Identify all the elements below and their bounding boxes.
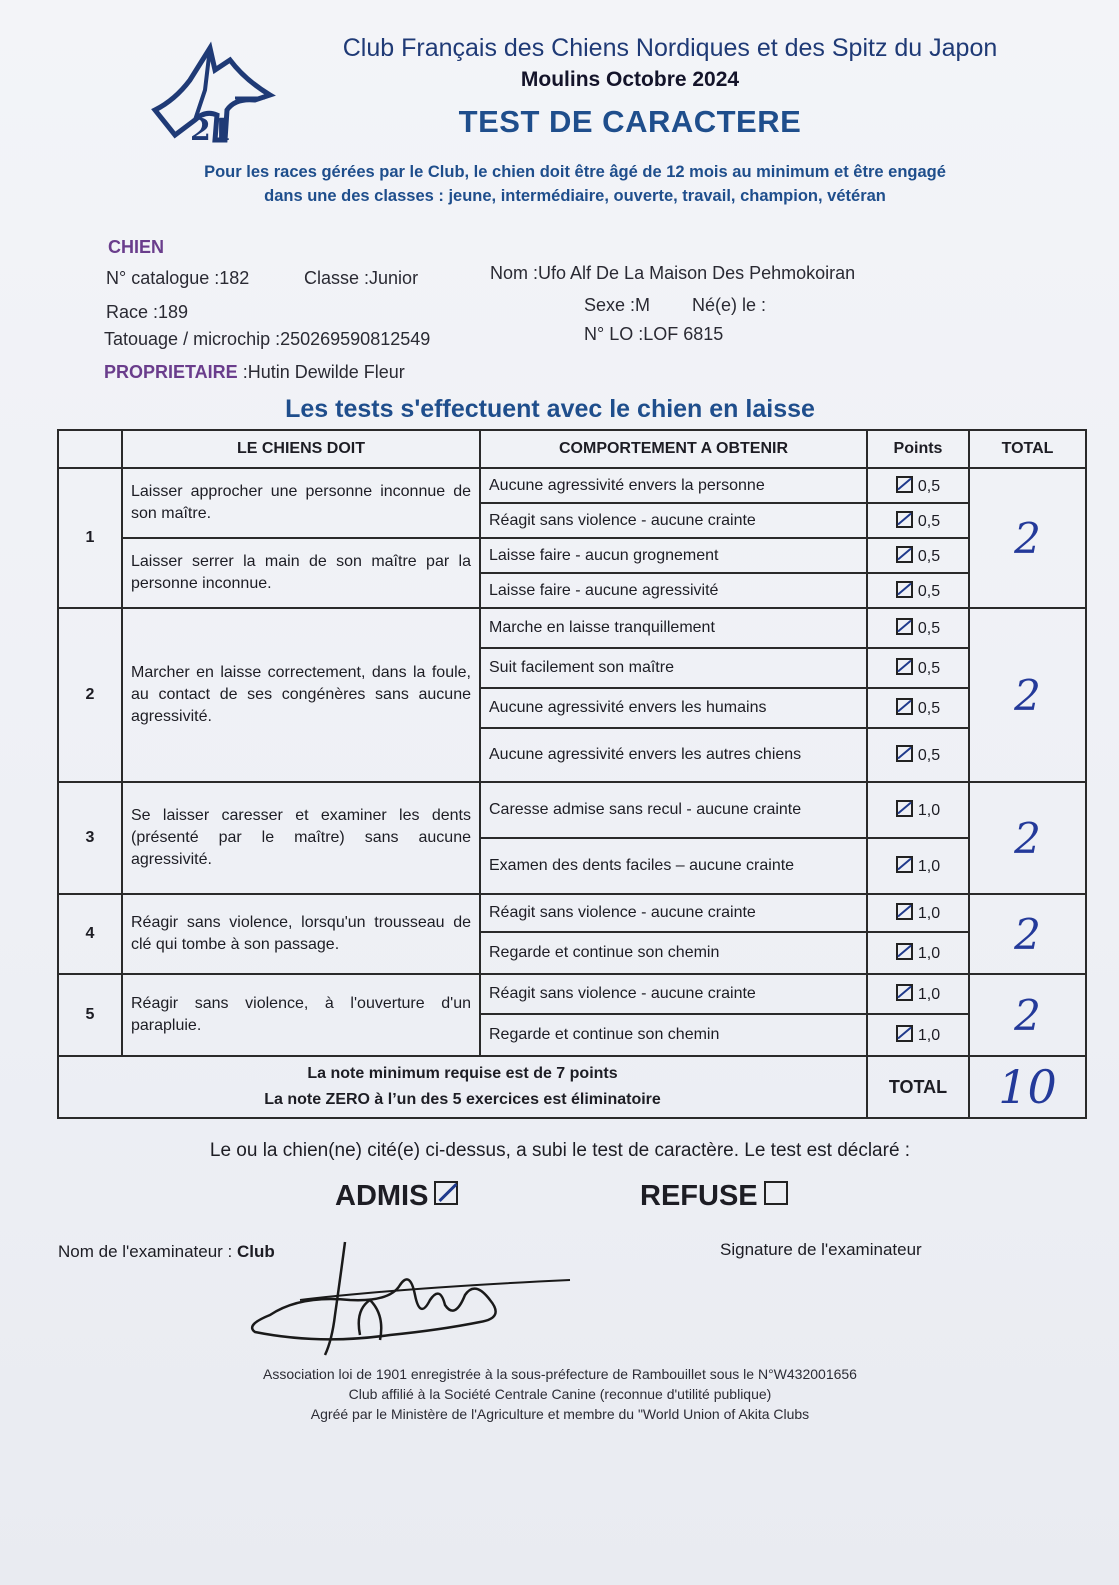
points-value: 1,0 bbox=[917, 858, 941, 875]
points-value: 0,5 bbox=[917, 620, 941, 637]
checkbox-checked-icon bbox=[896, 698, 913, 715]
points-cell bbox=[867, 894, 969, 932]
club-name: Club Français des Chiens Nordiques et des Spitz du Japon bbox=[342, 34, 998, 62]
test-table bbox=[57, 429, 1087, 1119]
exercise-requirement: Laisser approcher une personne inconnue de son maître. bbox=[122, 468, 480, 538]
name-field bbox=[490, 263, 855, 284]
catalogue-label: N° catalogue : bbox=[106, 268, 220, 288]
footer-line-2: Club affilié à la Société Centrale Canine (reconnue d'utilité publique) bbox=[348, 1386, 772, 1402]
exercise-total bbox=[969, 782, 1086, 894]
behavior-cell: Caresse admise sans recul - aucune crainte bbox=[480, 782, 867, 838]
table-footer-row bbox=[58, 1056, 1086, 1118]
exercise-total-value: 2 bbox=[1014, 909, 1041, 959]
refuse-checkbox-icon[interactable] bbox=[764, 1181, 788, 1205]
owner-field bbox=[104, 362, 405, 383]
exercise-total-value: 2 bbox=[1014, 513, 1041, 563]
behavior-cell: Suit facilement son maître bbox=[480, 648, 867, 688]
points-cell bbox=[867, 573, 969, 608]
tattoo-label: Tatouage / microchip : bbox=[104, 329, 281, 349]
behavior-cell: Regarde et continue son chemin bbox=[480, 1014, 867, 1056]
points-value: 0,5 bbox=[917, 700, 941, 717]
exercise-number: 5 bbox=[58, 974, 122, 1056]
exercise-requirement: Réagir sans violence, lorsqu'un trousseau de clé qui tombe à son passage. bbox=[122, 894, 480, 974]
checkbox-checked-icon bbox=[896, 984, 913, 1001]
exercise-number: 1 bbox=[58, 468, 122, 608]
checkbox-checked-icon bbox=[896, 745, 913, 762]
admis-label: ADMIS bbox=[335, 1180, 429, 1212]
checkbox-checked-icon bbox=[896, 800, 913, 817]
table-row bbox=[58, 538, 1086, 573]
table-row bbox=[58, 782, 1086, 838]
race-label: Race : bbox=[106, 302, 159, 322]
grand-total-value: 10 bbox=[998, 1060, 1057, 1114]
name-label: Nom : bbox=[490, 263, 539, 283]
minimum-score-rule: La note minimum requise est de 7 points bbox=[307, 1065, 618, 1082]
catalogue-value: 182 bbox=[219, 268, 250, 288]
tattoo-field bbox=[104, 329, 430, 350]
points-cell bbox=[867, 838, 969, 894]
exercise-total-value: 2 bbox=[1014, 670, 1041, 720]
points-value: 0,5 bbox=[917, 582, 941, 600]
owner-value: :Hutin Dewilde Fleur bbox=[242, 362, 405, 382]
table-row bbox=[58, 974, 1086, 1014]
behavior-cell: Examen des dents faciles – aucune crainte bbox=[480, 838, 867, 894]
exercise-total-value: 2 bbox=[1014, 990, 1041, 1040]
points-value: 1,0 bbox=[917, 802, 941, 819]
checkbox-checked-icon bbox=[896, 581, 913, 598]
examiner-name-label: Nom de l'examinateur : bbox=[58, 1242, 237, 1261]
grand-total bbox=[969, 1056, 1086, 1118]
points-cell bbox=[867, 608, 969, 648]
lo-value: LOF 6815 bbox=[643, 324, 724, 344]
points-cell bbox=[867, 503, 969, 538]
behavior-cell: Réagit sans violence - aucune crainte bbox=[480, 894, 867, 932]
sex-field bbox=[584, 295, 650, 316]
points-cell bbox=[867, 468, 969, 503]
behavior-cell: Réagit sans violence - aucune crainte bbox=[480, 974, 867, 1014]
elimination-rule: La note ZERO à l’un des 5 exercices est éliminatoire bbox=[264, 1091, 661, 1108]
event-name: Moulins Octobre 2024 bbox=[520, 68, 740, 91]
lo-field bbox=[584, 324, 723, 345]
exercise-number: 2 bbox=[58, 608, 122, 782]
class-value: Junior bbox=[369, 268, 419, 288]
checkbox-checked-icon bbox=[896, 943, 913, 960]
race-value: 189 bbox=[158, 302, 189, 322]
checkbox-checked-icon bbox=[896, 476, 913, 493]
behavior-cell: Laisse faire - aucun grognement bbox=[480, 538, 867, 573]
checkbox-checked-icon bbox=[896, 546, 913, 563]
scoring-rules bbox=[58, 1056, 867, 1118]
behavior-cell: Laisse faire - aucune agressivité bbox=[480, 573, 867, 608]
points-cell bbox=[867, 932, 969, 974]
result-declaration: Le ou la chien(ne) cité(e) ci-dessus, a subi le test de caractère. Le test est déclaré : bbox=[209, 1140, 911, 1161]
tattoo-value: 250269590812549 bbox=[280, 329, 431, 349]
behavior-cell: Marche en laisse tranquillement bbox=[480, 608, 867, 648]
exercise-requirement: Marcher en laisse correctement, dans la foule, au contact de ses congénères sans aucune agressivité. bbox=[122, 608, 480, 782]
exercise-total bbox=[969, 894, 1086, 974]
header-points: Points bbox=[867, 430, 969, 468]
behavior-cell: Aucune agressivité envers les autres chiens bbox=[480, 728, 867, 782]
name-value: Ufo Alf De La Maison Des Pehmokoiran bbox=[538, 263, 856, 283]
header-num bbox=[58, 430, 122, 468]
behavior-cell: Réagit sans violence - aucune crainte bbox=[480, 503, 867, 538]
sex-value: M bbox=[635, 295, 651, 315]
legal-footer bbox=[140, 1364, 980, 1424]
admis-checkbox-checked-icon[interactable] bbox=[434, 1181, 458, 1205]
owner-label: PROPRIETAIRE bbox=[104, 362, 238, 382]
birth-date-label: Né(e) le : bbox=[692, 295, 767, 315]
exercise-requirement: Se laisser caresser et examiner les dents (présenté par le maître) sans aucune agressivité. bbox=[122, 782, 480, 894]
behavior-cell: Aucune agressivité envers les humains bbox=[480, 688, 867, 728]
admis-option bbox=[335, 1180, 458, 1213]
points-value: 0,5 bbox=[917, 660, 941, 677]
points-cell bbox=[867, 538, 969, 573]
points-value: 1,0 bbox=[917, 1027, 941, 1044]
points-value: 0,5 bbox=[917, 477, 941, 495]
exercise-total-value: 2 bbox=[1014, 813, 1041, 863]
class-label: Classe : bbox=[304, 268, 370, 288]
footer-line-3: Agréé par le Ministère de l'Agriculture et membre du "World Union of Akita Clubs bbox=[310, 1406, 810, 1422]
eligibility-line-1: Pour les races gérées par le Club, le chien doit être âgé de 12 mois au minimum et être engagé bbox=[204, 163, 946, 181]
exercise-total bbox=[969, 608, 1086, 782]
points-cell bbox=[867, 688, 969, 728]
points-value: 0,5 bbox=[917, 512, 941, 530]
checkbox-checked-icon bbox=[896, 618, 913, 635]
catalogue-field bbox=[106, 268, 249, 289]
header-behavior: COMPORTEMENT A OBTENIR bbox=[480, 430, 867, 468]
table-header-row bbox=[58, 430, 1086, 468]
exercise-requirement: Laisser serrer la main de son maître par la personne inconnue. bbox=[122, 538, 480, 608]
grand-total-label: TOTAL bbox=[867, 1056, 969, 1118]
checkbox-checked-icon bbox=[896, 511, 913, 528]
lo-label: N° LO : bbox=[584, 324, 644, 344]
race-field bbox=[106, 302, 188, 323]
signature-icon bbox=[240, 1240, 580, 1360]
table-row bbox=[58, 608, 1086, 648]
points-cell bbox=[867, 782, 969, 838]
header-must: LE CHIENS DOIT bbox=[122, 430, 480, 468]
exercise-number: 4 bbox=[58, 894, 122, 974]
points-cell bbox=[867, 1014, 969, 1056]
exercise-number: 3 bbox=[58, 782, 122, 894]
exercise-total bbox=[969, 468, 1086, 608]
exercise-total bbox=[969, 974, 1086, 1056]
eligibility-line-2: dans une des classes : jeune, intermédiaire, ouverte, travail, champion, vétéran bbox=[264, 187, 886, 205]
refuse-label: REFUSE bbox=[640, 1180, 758, 1212]
points-value: 0,5 bbox=[917, 547, 941, 565]
behavior-cell: Aucune agressivité envers la personne bbox=[480, 468, 867, 503]
eligibility-note bbox=[100, 160, 1050, 208]
sex-label: Sexe : bbox=[584, 295, 636, 315]
checkbox-checked-icon bbox=[896, 658, 913, 675]
points-value: 1,0 bbox=[917, 945, 941, 962]
points-value: 1,0 bbox=[917, 905, 941, 922]
table-row bbox=[58, 468, 1086, 503]
dog-section-label: CHIEN bbox=[108, 237, 165, 257]
examiner-name-value: Club bbox=[237, 1242, 275, 1261]
footer-line-1: Association loi de 1901 enregistrée à la sous-préfecture de Rambouillet sous le N°W432001656 bbox=[263, 1366, 857, 1382]
points-cell bbox=[867, 728, 969, 782]
logo-number: 21 bbox=[190, 113, 232, 148]
checkbox-checked-icon bbox=[896, 1025, 913, 1042]
points-value: 0,5 bbox=[917, 747, 941, 764]
exercise-requirement: Réagir sans violence, à l'ouverture d'un parapluie. bbox=[122, 974, 480, 1056]
table-row bbox=[58, 894, 1086, 932]
signature-label: Signature de l'examinateur bbox=[720, 1240, 922, 1259]
table-subtitle: Les tests s'effectuent avec le chien en laisse bbox=[285, 395, 815, 423]
refuse-option bbox=[640, 1180, 788, 1213]
header-total: TOTAL bbox=[969, 430, 1086, 468]
points-cell bbox=[867, 974, 969, 1014]
points-cell bbox=[867, 648, 969, 688]
test-title: TEST DE CARACTERE bbox=[458, 104, 802, 139]
class-field bbox=[304, 268, 418, 289]
checkbox-checked-icon bbox=[896, 903, 913, 920]
checkbox-checked-icon bbox=[896, 856, 913, 873]
points-value: 1,0 bbox=[917, 986, 941, 1003]
behavior-cell: Regarde et continue son chemin bbox=[480, 932, 867, 974]
